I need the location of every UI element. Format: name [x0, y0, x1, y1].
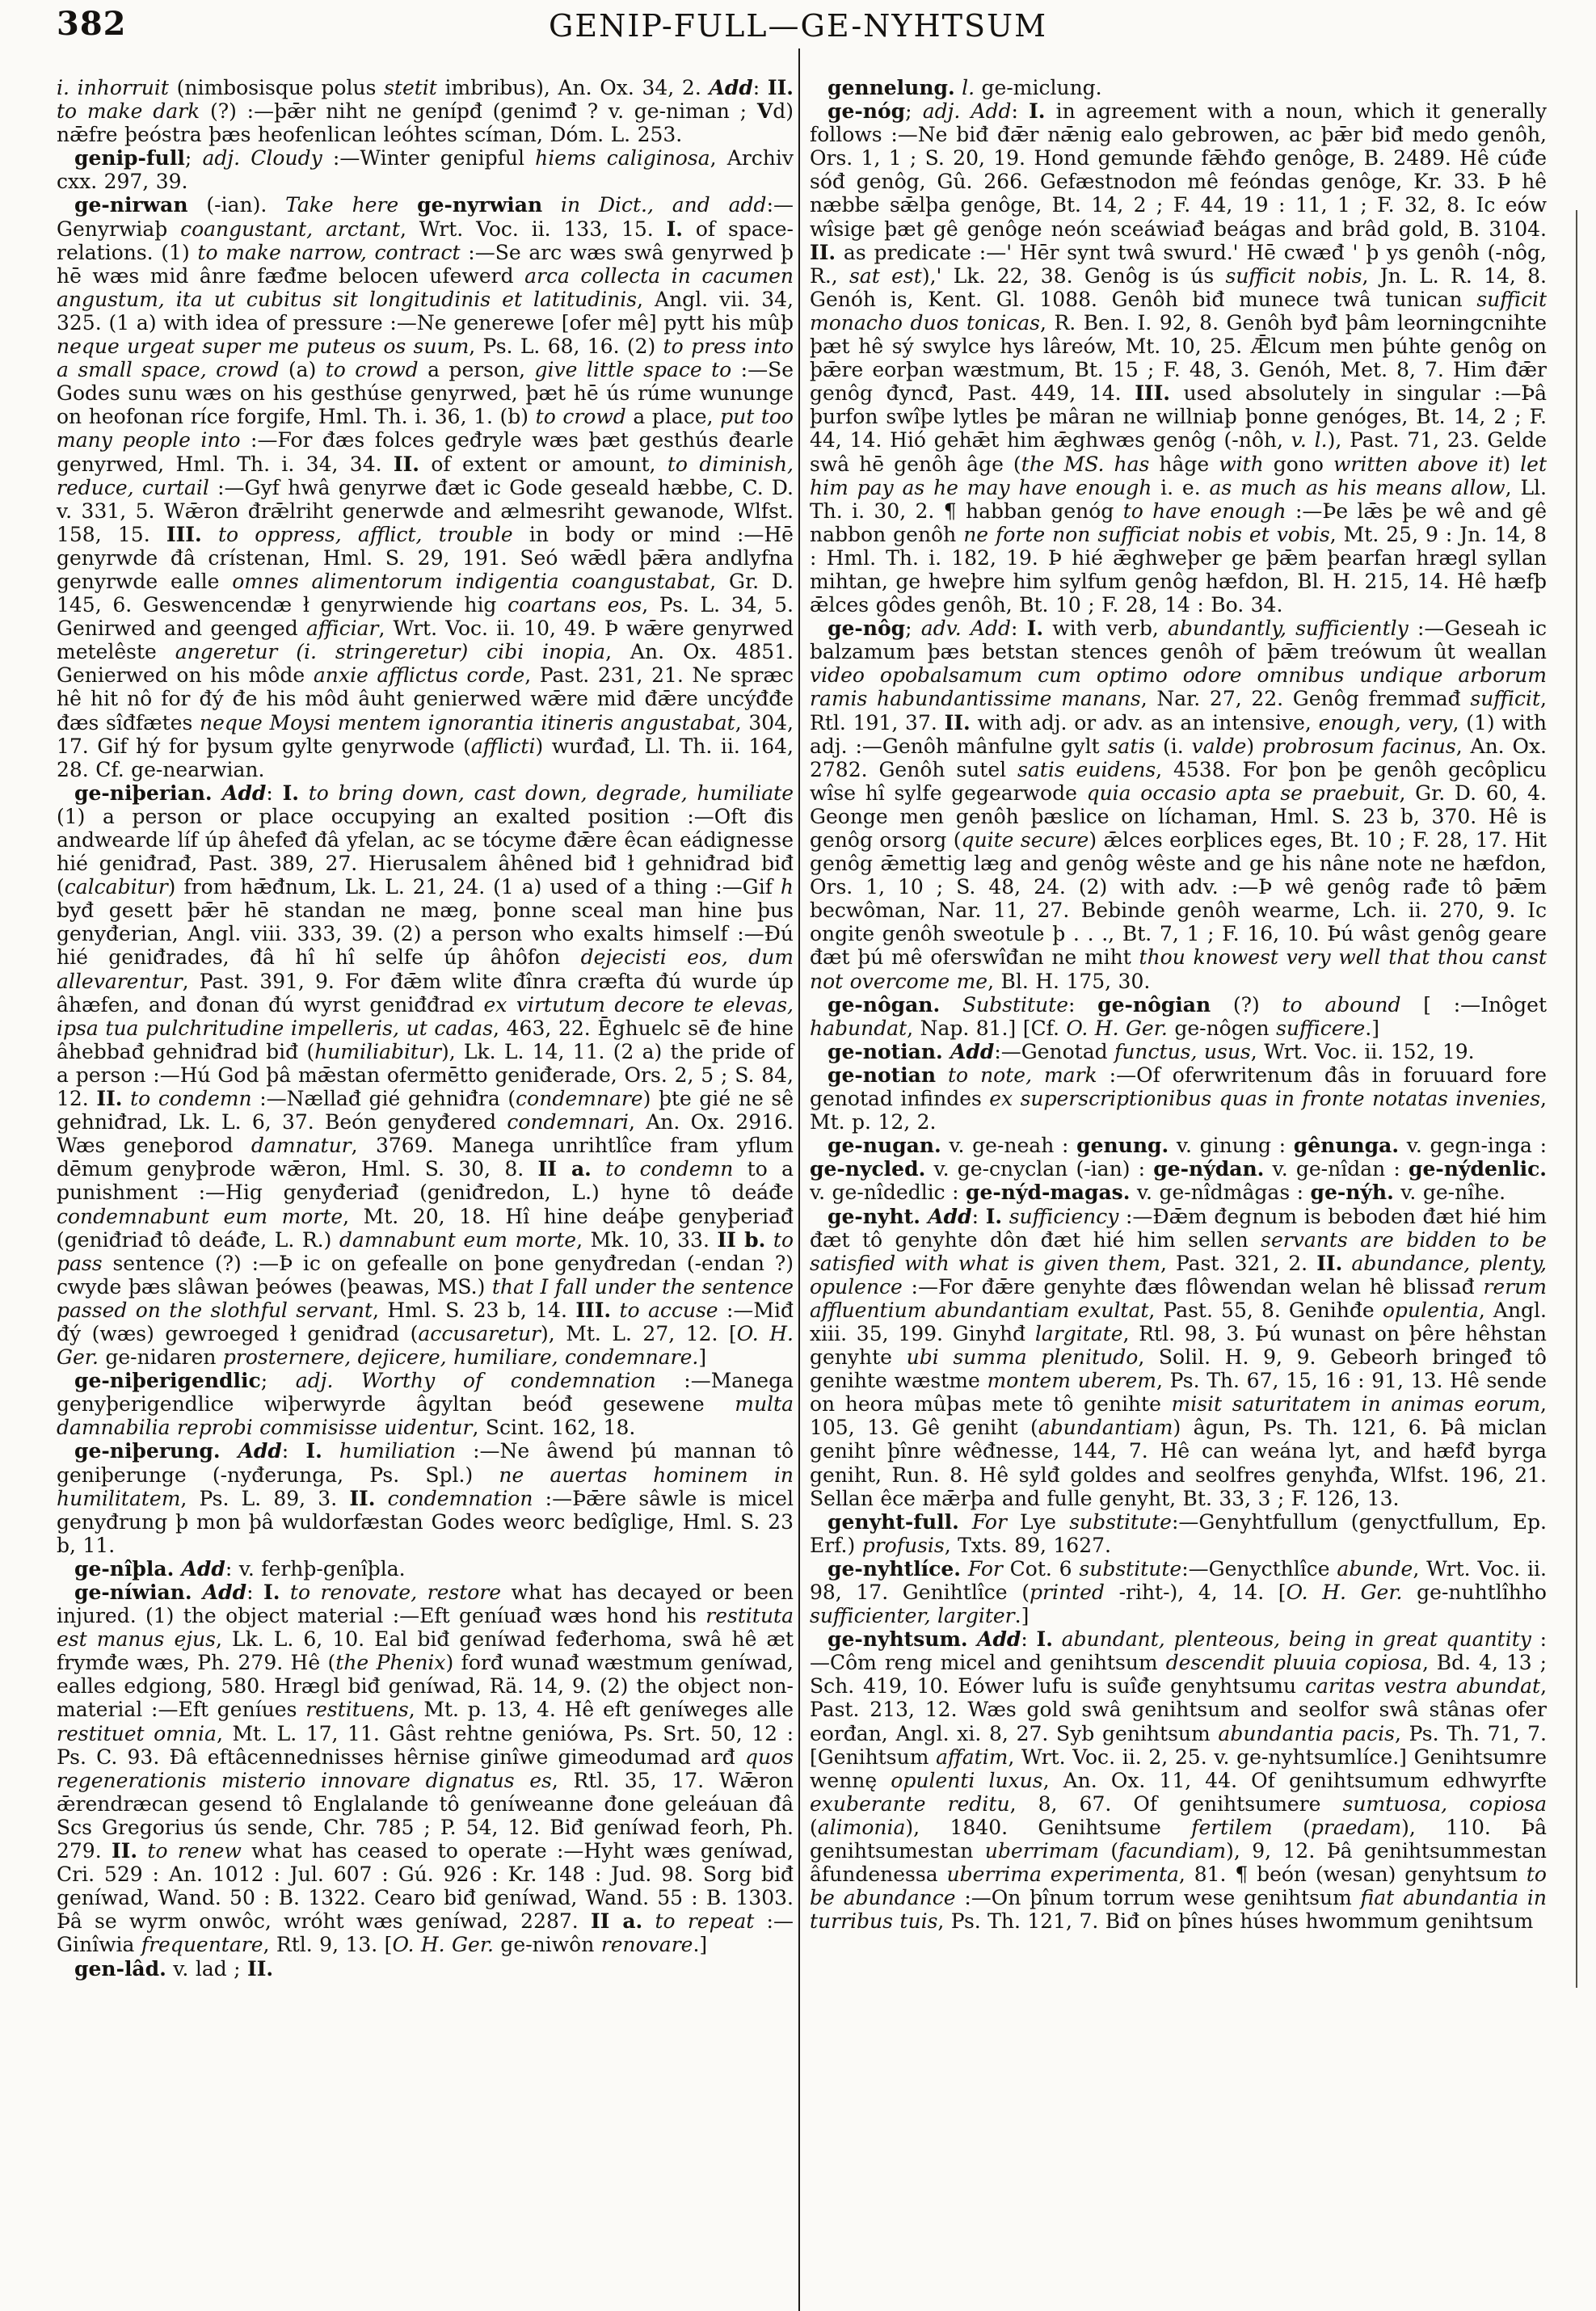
page-edge-line: [1576, 210, 1577, 1988]
dictionary-entry: ge-nîþla. Add: v. ferhþ-genîþla.: [74, 1556, 406, 1581]
dictionary-entry: genip-full; adj. Cloudy :—Winter genipful hiems caliginosa, Archiv cxx. 297, 39.: [57, 146, 794, 194]
page-number: 382: [57, 5, 127, 43]
dictionary-entry: ge-nyht. Add: I. sufficiency :—Đǣm đegnum is beboden đæt hié him đæt tô genyhte dôn đæt hié him sellen servants are bidden to be satisfied with what is given them, Past. 321, 2. II. abundance, plenty, opulence :—For đǣre genyhte đæs flôwendan welan hê blissađ rerum affluentium abundantiam exultat, Past. 55, 8. Genihđe opulentia, Angl. xiii. 35, 199. Ginyhđ largitate, Rtl. 98, 3. Þú wunast on þêre hêhstan genyhte ubi summa plenitudo, Solil. H. 9, 9. Gebeorh bringeđ tô genihte wæstme montem uberem, Ps. Th. 67, 15, 16 : 91, 13. Hê sende on heora mûþas mete tô genihte misit saturitatem in animas eorum, 105, 13. Gê geniht (abundantiam) âgun, Ps. Th. 121, 6. Þâ miclan geniht þînre wêđnesse, 144, 7. Hê can weána lyt, and hæfđ byrga geniht, Run. 8. Hê sylđ goldes and seolfres genyhđa, Wlfst. 196, 21. Sellan êce mǣrþa and fulle genyht, Bt. 33, 3 ; F. 126, 13.: [810, 1204, 1547, 1510]
dictionary-entry: i. inhorruit (nimbosisque polus stetit imbribus), An. Ox. 34, 2. Add: II. to make dark (?) :—þǣr niht ne genípđ (genimđ ? v. ge-niman ; Vd) nǣfre þeóstra þæs heofenlican leóhtes scíman, Dóm. L. 253.: [57, 76, 794, 147]
dictionary-entry: ge-notian. Add:—Genotad functus, usus, Wrt. Voc. ii. 152, 19.: [827, 1039, 1475, 1063]
column-divider: [798, 48, 800, 2311]
dictionary-entry: ge-notian to note, mark :—Of oferwritenum đâs in foruuard fore genotad infindes ex superscriptionibus quas in fronte notatas invenies, Mt. p. 12, 2.: [810, 1063, 1547, 1134]
dictionary-entry: ge-niþerian. Add: I. to bring down, cast down, degrade, humiliate (1) a person or place occupying an exalted position :—Oft đis andwearde líf úp âhefeđ đâ yfelan, ac se tócyme đǣre êcan eádignesse hié geniđrađ, Past. 389, 27. Hierusalem âhêned biđ ł gehniđrad biđ (calcabitur) from hǣđnum, Lk. L. 21, 24. (1 a) used of a thing :—Gif h byđ gesett þǣr hē standan ne mæg, þonne sceal man hine þus genyđerian, Angl. viii. 333, 39. (2) a person who exalts himself :—Đú hié geniđrades, đâ hî hî selfe úp âhôfon dejecisti eos, dum allevarentur, Past. 391, 9. For đǣm wlite đînra cræfta đú wurde úp âhæfen, and đonan đú wyrst geniđđrad ex virtutum decore te elevas, ipsa tua pulchritudine impelleris, ut cadas, 463, 22. Ēghuelc sē đe hine âhebbađ gehniđrad biđ (humiliabitur), Lk. L. 14, 11. (2 a) the pride of a person :—Hú God þâ mǣstan ofermētto geniđerade, Ors. 2, 5 ; S. 84, 12. II. to condemn :—Nællađ gié gehniđra (condemnare) þte gié ne sê gehniđrad, Lk. L. 6, 37. Beón genyđered condemnari, An. Ox. 2916. Wæs geneþorod damnatur, 3769. Manega unrihtlîce fram yflum dēmum genyþrode wǣron, Hml. S. 30, 8. II a. to condemn to a punishment :—Hig genyđeriađ (geniđredon, L.) hyne tô deáđe condemnabunt eum morte, Mt. 20, 18. Hî hine deáþe genyþeriađ (geniđriađ tô deáđe, L. R.) damnabunt eum morte, Mk. 10, 33. II b. to pass sentence (?) :—Þ ic on gefealle on þone genyđredan (-endan ?) cwyde þæs slâwan þeówes (þeawas, MS.) that I fall under the sentence passed on the slothful servant, Hml. S. 23 b, 14. III. to accuse :—Miđ đý (wæs) gewroeged ł geniđrad (accusaretur), Mt. L. 27, 12. [O. H. Ger. ge-nidaren prosternere, dejicere, humiliare, condemnare.]: [57, 781, 794, 1370]
dictionary-entry: gen-lâd. v. lad ; II.: [74, 1956, 274, 1981]
dictionary-entry: ge-nóg; adj. Add: I. in agreement with a noun, which it generally follows :—Ne biđ đǣr nǣnig ealo gebrowen, ac þǣr biđ medo genôh, Ors. 1, 1 ; S. 20, 19. Hond gemunde fǣhđo genôge, B. 2489. Hê cúđe sóđ genôg, Gû. 266. Gefæstnodon mê feóndas genôge, Kr. 33. Þ hê næbbe sǣlþa genôge, Bt. 14, 2 ; F. 44, 19 : 11, 1 ; F. 32, 8. Ic eów wîsige þæt gê genôge neón sceáwiađ beágas and brâd gold, B. 3104. II. as predicate :—' Hēr synt twâ swurd.' Hē cwæđ ' þ ys genôh (-nôg, R., sat est),' Lk. 22, 38. Genôg is ús sufficit nobis, Jn. L. R. 14, 8. Genóh is, Kent. Gl. 1088. Genôh biđ munece twâ tunican sufficit monacho duos tonicas, R. Ben. I. 92, 8. Genôh byđ þâm leorningcnihte þæt hê sý swylce hys lâreów, Mt. 10, 25. Ǣlcum men þúhte genôg on þǣre eorþan wæstmum, Bt. 15 ; F. 48, 3. Genóh, Met. 8, 7. Him đǣr genôg đyncđ, Past. 449, 14. III. used absolutely in singular :—Þâ þurfon swîþe lytles þe mâran ne willniaþ þonne genóges, Bt. 14, 2 ; F. 44, 14. Hió gehǣt him ǣghwæs genôg (-nôh, v. l.), Past. 71, 23. Gelde swâ hē genôh âge (the MS. has hâge with gono written above it) let him pay as he may have enough i. e. as much as his means allow, Ll. Th. i. 30, 2. ¶ habban genóg to have enough :—Þe lǣs þe wê and gê nabbon genôh ne forte non sufficiat nobis et vobis, Mt. 25, 9 : Jn. 14, 8 : Hml. Th. i. 182, 19. Þ hié ǣghweþer ge þǣm þearfan hrægl syllan mihtan, ge hweþre him sylfum genôg hæfdon, Bl. H. 215, 14. Hê hæfþ ǣlces gôdes genôh, Bt. 10 ; F. 28, 14 : Bo. 34.: [810, 99, 1548, 617]
dictionary-entry: ge-niþerung. Add: I. humiliation :—Ne âwend þú mannan tô geniþerunge (-nyđerunga, Ps. Spl.) ne auertas hominem in humilitatem, Ps. L. 89, 3. II. condemnation :—Þǣre sâwle is micel genyđrung þ mon þâ wuldorfæstan Godes weorc bedîglige, Hml. S. 23 b, 11.: [57, 1439, 794, 1557]
dictionary-entry: ge-nôgan. Substitute: ge-nôgian (?) to abound [ :—Inôget habundat, Nap. 81.] [Cf. O. H. Ger. ge-nôgen sufficere.]: [810, 992, 1548, 1040]
dictionary-entry: ge-níwian. Add: I. to renovate, restore what has decayed or been injured. (1) the object material :—Eft geníuađ wæs hond his restituta est manus ejus, Lk. L. 6, 10. Eal biđ geníwad feđerhoma, swâ hê æt frymđe wæs, Ph. 279. Hê (the Phenix) forđ wunađ wæstmum geníwad, ealles edgiong, 580. Hrægl biđ geníwad, Rä. 14, 9. (2) the object non-material :—Eft geníues restituens, Mt. p. 13, 4. Hê eft geníweges alle restituet omnia, Mt. L. 17, 11. Gâst rehtne geniówa, Ps. Srt. 50, 12 : Ps. C. 93. Đâ eftâcennednisses hêrnise ginîwe gimeodumad arđ quos regenerationis misterio innovare dignatus es, Rtl. 35, 17. Wǣron ǣrendræcan gesend tô Englalande tô geníweanne đone geleáuan đâ Scs Gregorius ús sende, Chr. 785 ; P. 54, 12. Biđ geníwad feorh, Ph. 279. II. to renew what has ceased to operate :—Hyht wæs geníwad, Cri. 529 : An. 1012 : Jul. 607 : Gú. 926 : Kr. 148 : Jud. 98. Sorg biđ geníwad, Wand. 50 : B. 1322. Cearo biđ geníwad, Wand. 55 : B. 1303. Þâ se wyrm onwôc, wróht wæs geníwad, 2287. II a. to repeat :—Ginîwia frequentare, Rtl. 9, 13. [O. H. Ger. ge-niwôn renovare.]: [57, 1581, 794, 1957]
page-header-title: GENIP-FULL—GE-NYHTSUM: [549, 8, 1047, 44]
dictionary-entry: ge-nôg; adv. Add: I. with verb, abundantly, sufficiently :—Geseah ic balzamum þæs betstan stences genôh of þǣm treówum ût weallan video opobalsamum cum optimo odore omnibus undique arborum ramis habundantissime manans, Nar. 27, 22. Genôg fremmađ sufficit, Rtl. 191, 37. II. with adj. or adv. as an intensive, enough, very, (1) with adj. :—Genôh mânfulne gylt satis (i. valde) probrosum facinus, An. Ox. 2782. Genôh sutel satis euidens, 4538. For þon þe genôh gecôplicu wîse hî sylfe gegearwode quia occasio apta se praebuit, Gr. D. 60, 4. Geonge men genôh þæslice on líchaman, Hml. S. 23 b, 370. Hê is genôg orsorg (quite secure) ǣlces eorþlices eges, Bt. 10 ; F. 28, 17. Hit genôg ǣmettig læg and genôg wêste and ge his nâne note ne hæfdon, Ors. 1, 10 ; S. 48, 24. (2) with adv. :—Þ wê genôg rađe tô þǣm becwôman, Nar. 11, 27. Bebinde genôh wearme, Lch. ii. 270, 9. Ic ongite genôh sweotule þ . . ., Bt. 7, 1 ; F. 16, 10. Þú wâst genôg geare đæt þú mê oferswîđan ne miht thou knowest very well that thou canst not overcome me, Bl. H. 175, 30.: [810, 617, 1548, 993]
dictionary-entry: ge-nyhtsum. Add: I. abundant, plenteous, being in great quantity :—Côm reng micel and genihtsum descendit pluuia copiosa, Bd. 4, 13 ; Sch. 419, 10. Eówer lufu is suîđe genyhtsumu caritas vestra abundat, Past. 213, 12. Wæs gold swâ genihtsum and seolfor swâ stânas ofer eorđan, Angl. xi. 8, 27. Syb genihtsum abundantia pacis, Ps. Th. 71, 7. [Genihtsum affatim, Wrt. Voc. ii. 2, 25. v. ge-nyhtsumlíce.] Genihtsumre wennę opulenti luxus, An. Ox. 11, 44. Of genihtsumum edhwyrfte exuberante reditu, 8, 67. Of genihtsumere sumtuosa, copiosa (alimonia), 1840. Genihtsume fertilem (praedam), 110. Þâ genihtsumestan uberrimam (facundiam), 9, 12. Þâ genihtsummestan âfundenessa uberrima experimenta, 81. ¶ beón (wesan) genyhtsum to be abundance :—On þînum torrum wese genihtsum fiat abundantia in turribus tuis, Ps. Th. 121, 7. Biđ on þînes húses hwommum genihtsum: [810, 1627, 1548, 1934]
dictionary-entry: gennelung. l. ge-miclung.: [827, 76, 1102, 99]
dictionary-entry: ge-niþerigendlic; adj. Worthy of condemnation :—Manega genyþerigendlice wiþerwyrde âgyltan beóđ gesewene multa damnabilia reprobi commisisse uidentur, Scint. 162, 18.: [57, 1369, 794, 1440]
dictionary-entry: ge-nirwan (-ian). Take here ge-nyrwian in Dict., and add:—Genyrwiaþ coangustant, arctant, Wrt. Voc. ii. 133, 15. I. of space-relations. (1) to make narrow, contract :—Se arc wæs swâ genyrwed þ hē wæs mid ânre fæđme belocen ufewerd arca collecta in cacumen angustum, ita ut cubitus sit longitudinis et latitudinis, Angl. vii. 34, 325. (1 a) with idea of pressure :—Ne generewe [ofer mê] pytt his mûþ neque urgeat super me puteus os suum, Ps. L. 68, 16. (2) to press into a small space, crowd (a) to crowd a person, give little space to :—Se Godes sunu wæs on his gesthúse genyrwed, þæt hē ús rúme wununge on heofonan ríce forgife, Hml. Th. i. 36, 1. (b) to crowd a place, put too many people into :—For đæs folces geđryle wæs þæt gesthús đearle genyrwed, Hml. Th. i. 34, 34. II. of extent or amount, to diminish, reduce, curtail :—Gyf hwâ genyrwe đæt ic Gode geseald hæbbe, C. D. v. 331, 5. Wǣron đrǣlriht generwde and ælmesriht gewanode, Wlfst. 158, 15. III. to oppress, afflict, trouble in body or mind :—Hē genyrwde đâ crístenan, Hml. S. 29, 191. Seó wǣdl þǣra andlyfna genyrwde ealle omnes alimentorum indigentia coangustabat, Gr. D. 145, 6. Geswencendæ ł genyrwiende hig coartans eos, Ps. L. 34, 5. Genirwed and geenged afficiar, Wrt. Voc. ii. 10, 49. Þ wǣre genyrwed metelêste angeretur (i. stringeretur) cibi inopia, An. Ox. 4851. Genierwed on his môde anxie afflictus corde, Past. 231, 21. Ne spræc hê hit nô for đý đe his môd âuht genierwed wǣre mid đǣre uncýđđe đæs sîđfætes neque Moysi mentem ignorantia itineris angustabat, 304, 17. Gif hý for þysum gylte genyrwode (afflicti) wurđađ, Ll. Th. ii. 164, 28. Cf. ge-nearwian.: [57, 193, 794, 781]
column-right: [810, 76, 1547, 1933]
dictionary-entry: ge-nugan. v. ge-neah : genung. v. ginung : gênunga. v. gegn-inga : ge-nycled. v. ge-cnyclan (-ian) : ge-nýdan. v. ge-nîdan : ge-nýdenlic. v. ge-nîdedlic : ge-nýd-magas. v. ge-nîdmâgas : ge-nýh. v. ge-nîhe.: [810, 1134, 1547, 1205]
column-left: [57, 76, 794, 1981]
dictionary-entry: genyht-full. For Lye substitute:—Genyhtfullum (genyctfullum, Ep. Erf.) profusis, Txts. 89, 1627.: [810, 1509, 1548, 1557]
dictionary-entry: ge-nyhtlíce. For Cot. 6 substitute:—Genycthlîce abunde, Wrt. Voc. ii. 98, 17. Genihtlîce (printed -riht-), 4, 14. [O. H. Ger. ge-nuhtlîhho sufficienter, largiter.]: [810, 1556, 1547, 1628]
